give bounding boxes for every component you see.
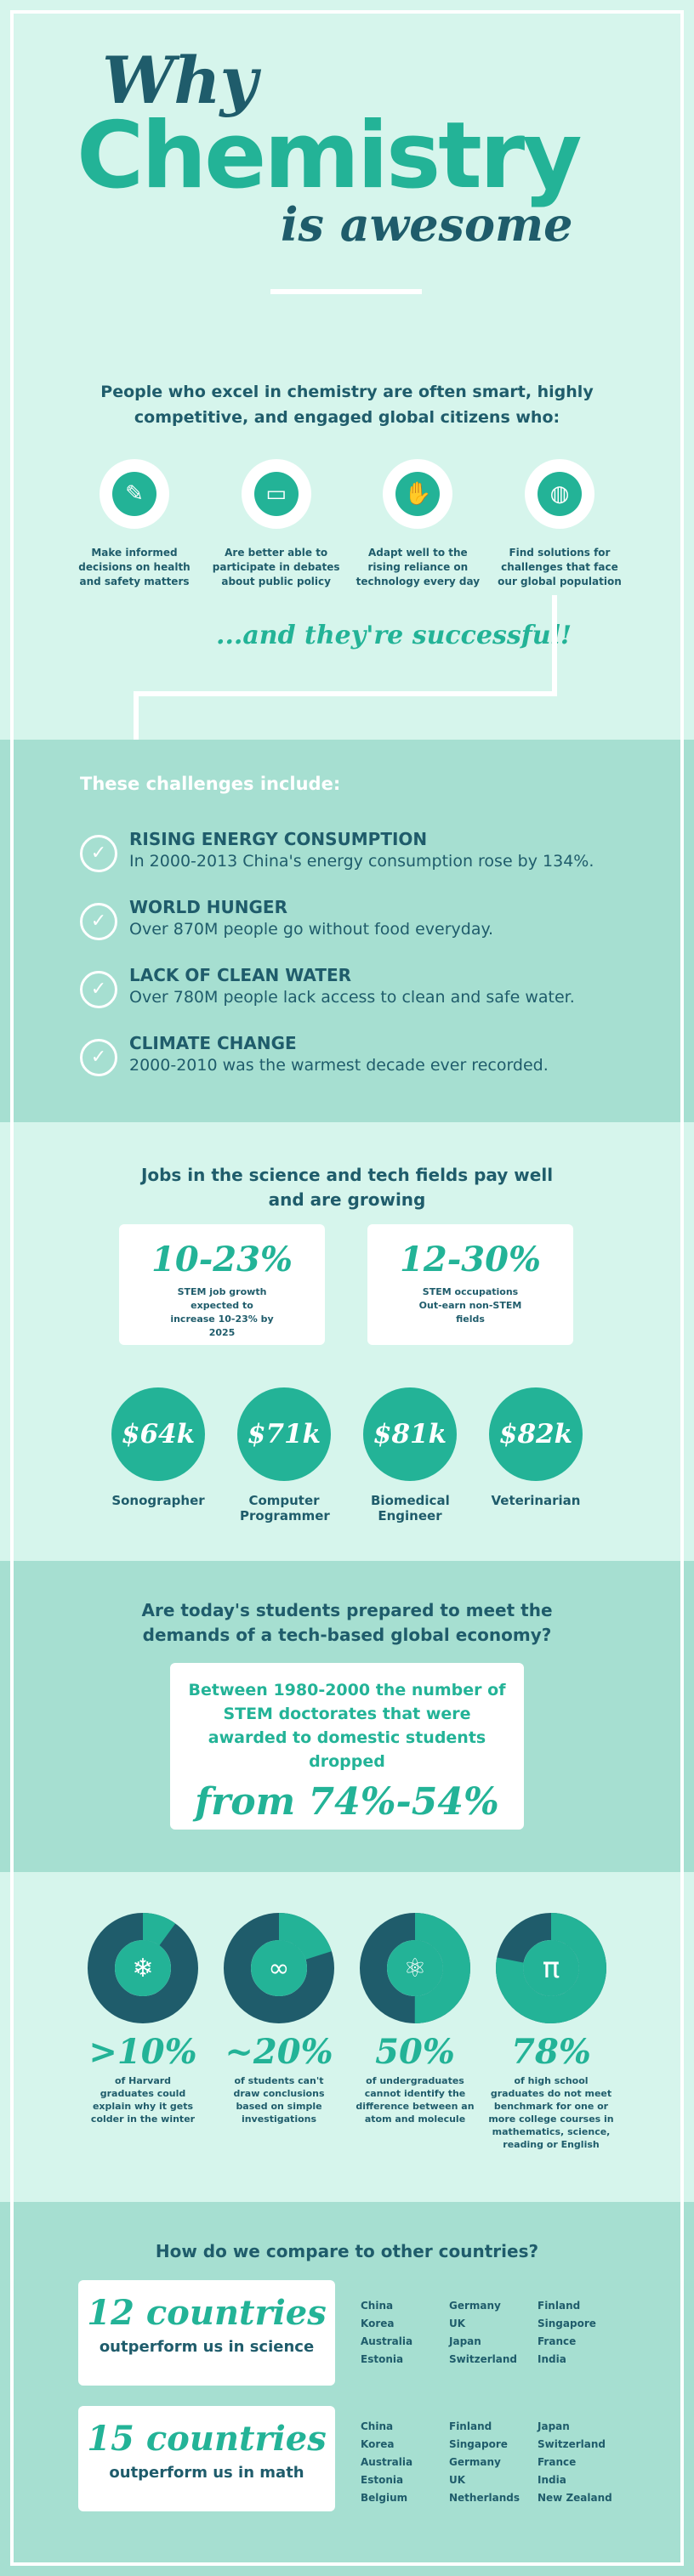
salary-value: $71k (237, 1387, 331, 1481)
doctorates-drop: from 74%-54% (195, 1780, 499, 1824)
country-name: Australia (361, 2335, 413, 2347)
math-box (78, 2406, 335, 2511)
challenge-item (80, 964, 624, 1032)
binoculars-icon: ∞ (268, 1954, 290, 1983)
benefit-text: Are better able to participate in debates about public policy (212, 547, 340, 587)
donut-text: of high school graduates do not meet benchmark for one or more college courses in mathematics, science, reading or English (488, 2075, 614, 2150)
country-name: UK (449, 2474, 466, 2486)
donut-chart (360, 1913, 470, 2023)
donuts-section (0, 1872, 694, 2202)
salary-value: $81k (363, 1387, 457, 1481)
country-name: Estonia (361, 2353, 404, 2365)
flow-arrow-line (136, 595, 555, 752)
header-section (0, 0, 694, 740)
syringe-icon: ✎ (112, 472, 156, 516)
science-label: outperform us in science (99, 2338, 315, 2356)
podium-icon: ▭ (254, 472, 299, 516)
salary-item (228, 1387, 340, 1523)
country-name: India (538, 2353, 566, 2365)
doctorates-text: Between 1980-2000 the number of STEM doctorates that were awarded to domestic students dropped (188, 1681, 506, 1771)
challenges-title: These challenges include: (80, 774, 341, 794)
country-name: Germany (449, 2456, 501, 2468)
hand-tablet-icon: ✋ (395, 472, 440, 516)
country-name: China (361, 2420, 394, 2432)
stat-box-out-earn (367, 1224, 573, 1345)
science-box (78, 2280, 335, 2386)
math-label: outperform us in math (109, 2464, 304, 2482)
challenge-heading: WORLD HUNGER (129, 897, 287, 917)
pi-icon: π (542, 1951, 560, 1985)
challenge-item (80, 828, 624, 896)
salary-value: $82k (489, 1387, 583, 1481)
challenge-text: In 2000-2013 China's energy consumption rose by 134%. (129, 852, 594, 871)
science-count: 12 countries (87, 2293, 327, 2333)
stat-box-job-growth (119, 1224, 325, 1345)
country-name: Finland (538, 2300, 581, 2312)
donut-percent: >10% (88, 2032, 197, 2072)
challenges-section (0, 740, 694, 1122)
challenge-heading: LACK OF CLEAN WATER (129, 965, 352, 985)
benefit-text: Make informed decisions on health and safety matters (78, 547, 191, 587)
challenge-item (80, 1032, 624, 1100)
title-chemistry: Chemistry (77, 103, 580, 209)
snowflake-icon: ❄ (132, 1954, 154, 1983)
challenge-heading: CLIMATE CHANGE (129, 1033, 297, 1053)
math-country-list (361, 2418, 626, 2507)
country-name: Finland (449, 2420, 492, 2432)
country-name: Switzerland (538, 2438, 606, 2450)
stat-value: 10-23% (151, 1240, 293, 1279)
donut-item (211, 1913, 347, 2151)
country-name: Japan (449, 2335, 481, 2347)
donut-row (75, 1913, 619, 2151)
countries-title: How do we compare to other countries? (155, 2241, 539, 2261)
atom-icon: ⚛ (403, 1954, 427, 1983)
science-country-list (361, 2297, 626, 2369)
donut-text: of students can't draw conclusions based on simple investigations (233, 2075, 325, 2125)
check-circle-icon: ✓ (80, 971, 117, 1008)
donut-item (347, 1913, 483, 2151)
stat-text: STEM occupations Out-earn non-STEM fields (418, 1286, 522, 1325)
country-name: France (538, 2456, 577, 2468)
challenges-list (80, 828, 624, 1100)
country-name: Korea (361, 2318, 395, 2329)
donut-chart (496, 1913, 606, 2023)
check-circle-icon: ✓ (80, 1039, 117, 1076)
country-name: New Zealand (538, 2492, 612, 2504)
country-name: Singapore (449, 2438, 508, 2450)
salary-item (102, 1387, 214, 1523)
benefit-text: Adapt well to the rising reliance on technology every day (356, 547, 481, 587)
country-name: UK (449, 2318, 466, 2329)
flow-arrow (0, 0, 694, 765)
students-section (0, 1561, 694, 1872)
salary-item (480, 1387, 592, 1523)
country-name: India (538, 2474, 566, 2486)
doctorates-box (170, 1663, 524, 1830)
stat-text: STEM job growth expected to increase 10-23% by 2025 (170, 1286, 274, 1338)
check-circle-icon: ✓ (80, 903, 117, 940)
salary-label: Computer Programmer (240, 1493, 330, 1523)
donut-percent: ~20% (225, 2032, 333, 2072)
challenge-text: Over 780M people lack access to clean and safe water. (129, 988, 575, 1007)
country-name: Australia (361, 2456, 413, 2468)
successful-text: ...and they're successful! (216, 621, 572, 650)
check-circle-icon: ✓ (80, 835, 117, 872)
challenge-text: Over 870M people go without food everyday. (129, 920, 494, 939)
country-name: China (361, 2300, 394, 2312)
salaries-row (102, 1387, 592, 1523)
country-name: France (538, 2335, 577, 2347)
country-name: Belgium (361, 2492, 408, 2504)
salary-value: $64k (111, 1387, 205, 1481)
country-name: Singapore (538, 2318, 596, 2329)
stat-value: 12-30% (400, 1240, 541, 1279)
country-name: Netherlands (449, 2492, 520, 2504)
country-name: Japan (538, 2420, 570, 2432)
country-name: Switzerland (449, 2353, 517, 2365)
challenge-item (80, 896, 624, 964)
donut-text: of Harvard graduates could explain why it gets colder in the winter (90, 2075, 196, 2125)
math-count: 15 countries (87, 2419, 327, 2459)
jobs-title: Jobs in the science and tech fields pay well and are growing (140, 1165, 554, 1210)
donut-chart (88, 1913, 198, 2023)
benefit-text: Find solutions for challenges that face our global population (498, 547, 622, 587)
donut-item (75, 1913, 211, 2151)
salary-label: Sonographer (111, 1493, 205, 1508)
countries-section (0, 2202, 694, 2576)
donut-chart (224, 1913, 334, 2023)
country-name: Korea (361, 2438, 395, 2450)
donut-text: of undergraduates cannot identify the difference between an atom and molecule (356, 2075, 475, 2125)
title-is-awesome: is awesome (281, 197, 573, 252)
intro-text: People who excel in chemistry are often smart, highly competitive, and engaged global citizens who: (100, 383, 594, 427)
donut-percent: 78% (511, 2032, 591, 2072)
challenge-text: 2000-2010 was the warmest decade ever recorded. (129, 1056, 549, 1075)
salary-label: Veterinarian (491, 1493, 581, 1508)
challenge-heading: RISING ENERGY CONSUMPTION (129, 829, 428, 849)
country-name: Estonia (361, 2474, 404, 2486)
title-why: Why (102, 43, 257, 118)
students-title: Are today's students prepared to meet the demands of a tech-based global economy? (141, 1600, 553, 1645)
jobs-section (0, 1122, 694, 1561)
country-name: Germany (449, 2300, 501, 2312)
donut-item (483, 1913, 619, 2151)
globe-icon: ◍ (538, 472, 582, 516)
donut-percent: 50% (375, 2032, 455, 2072)
salary-item (354, 1387, 466, 1523)
salary-label: Biomedical Engineer (371, 1493, 450, 1523)
